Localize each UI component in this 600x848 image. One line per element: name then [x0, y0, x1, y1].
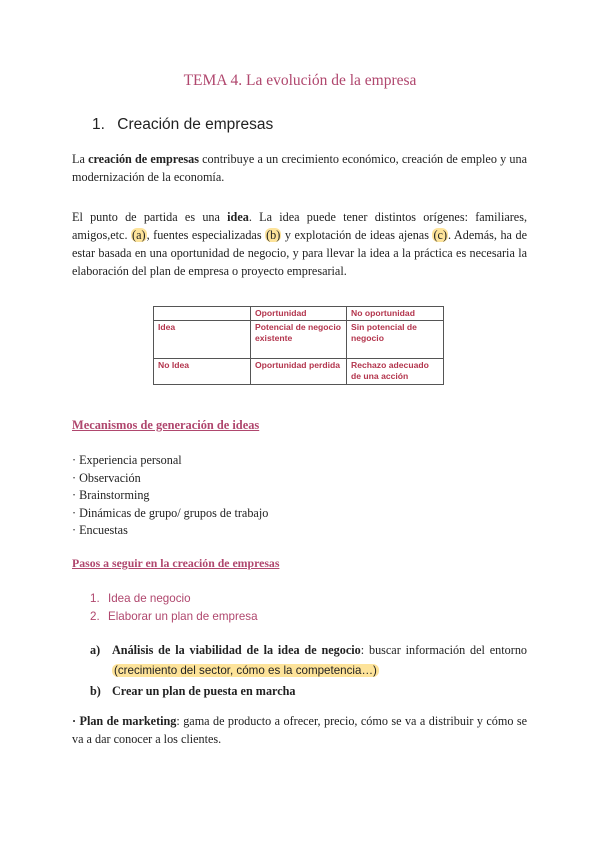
bold-term: Crear un plan de puesta en marcha [112, 684, 296, 698]
table-cell: Oportunidad perdida [251, 359, 347, 385]
table-row [154, 359, 444, 385]
opportunity-table [153, 306, 444, 385]
list-item [90, 681, 527, 701]
subsection-heading-steps: Pasos a seguir en la creación de empresas [72, 556, 280, 570]
list-item [90, 640, 527, 681]
bold-term: idea [227, 210, 249, 224]
paragraph-idea [72, 208, 527, 280]
table-cell: Idea [154, 321, 251, 359]
section-heading-text: Creación de empresas [117, 116, 274, 133]
steps-list [90, 590, 258, 626]
substeps-list [90, 640, 527, 701]
bold-term: Plan de marketing [79, 714, 177, 728]
list-item: · Experiencia personal [72, 453, 182, 467]
list-item [90, 608, 258, 626]
list-text: Idea de negocio [108, 592, 191, 605]
paragraph-text: , fuentes especializadas [146, 228, 266, 242]
list-item: · Brainstorming [72, 488, 150, 502]
paragraph-text: El punto de partida es una [72, 210, 228, 224]
table-cell: Rechazo adecuado de una acción [347, 359, 444, 385]
table-cell: Potencial de negocio existente [251, 321, 347, 359]
list-item: · Observación [72, 470, 141, 485]
table-cell: No oportunidad [347, 307, 444, 321]
paragraph-text: y explotación de ideas ajenas [281, 228, 433, 242]
list-item: · Encuestas [72, 523, 128, 537]
list-marker: a) [90, 643, 101, 657]
highlight-b: (b) [266, 228, 281, 242]
list-text: Elaborar un plan de empresa [108, 610, 258, 623]
table-cell [154, 307, 251, 321]
table-row [154, 321, 444, 359]
table-cell: Sin potencial de negocio [347, 321, 444, 359]
paragraph-text: : gama de producto a ofrecer, precio, cómo se va a distribuir y cómo se va a dar conocer a los clientes. [72, 714, 527, 746]
bold-term: creación de empresas [88, 152, 199, 166]
paragraph-intro [72, 150, 527, 186]
ideas-list [72, 452, 268, 540]
section-number: 1. [92, 116, 105, 133]
highlight-note: (crecimiento del sector, cómo es la competencia…) [114, 664, 377, 677]
subsection-heading-ideas: Mecanismos de generación de ideas [72, 418, 260, 432]
list-marker: b) [90, 684, 101, 698]
list-number: 1. [90, 592, 100, 605]
list-item: · Dinámicas de grupo/ grupos de trabajo [72, 505, 269, 520]
bullet: · [72, 714, 80, 728]
page-title: TEMA 4. La evolución de la empresa [183, 72, 417, 89]
table-cell: Oportunidad [251, 307, 347, 321]
paragraph-marketing [72, 712, 527, 748]
table-header-row [154, 307, 444, 321]
table-cell: No Idea [154, 359, 251, 385]
paragraph-text: La [72, 152, 89, 166]
paragraph-text: . Además, ha de estar basada en una oportunidad de negocio, y para llevar la idea a la práctica es necesaria la elaboración del plan de empresa o proyecto empresarial. [72, 228, 527, 278]
list-number: 2. [90, 610, 100, 623]
highlight-c: (c) [433, 228, 448, 242]
bold-term: Análisis de la viabilidad de la idea de negocio [112, 643, 361, 657]
paragraph-text: . La idea puede tener distintos orígenes: familiares, amigos,etc. [72, 210, 527, 242]
list-item [90, 590, 258, 608]
list-text: : buscar información del entorno [360, 643, 528, 657]
highlight-a: (a) [132, 228, 146, 242]
section-heading [92, 116, 273, 134]
paragraph-text: contribuye a un crecimiento económico, creación de empleo y una modernización de la economía. [72, 152, 527, 184]
